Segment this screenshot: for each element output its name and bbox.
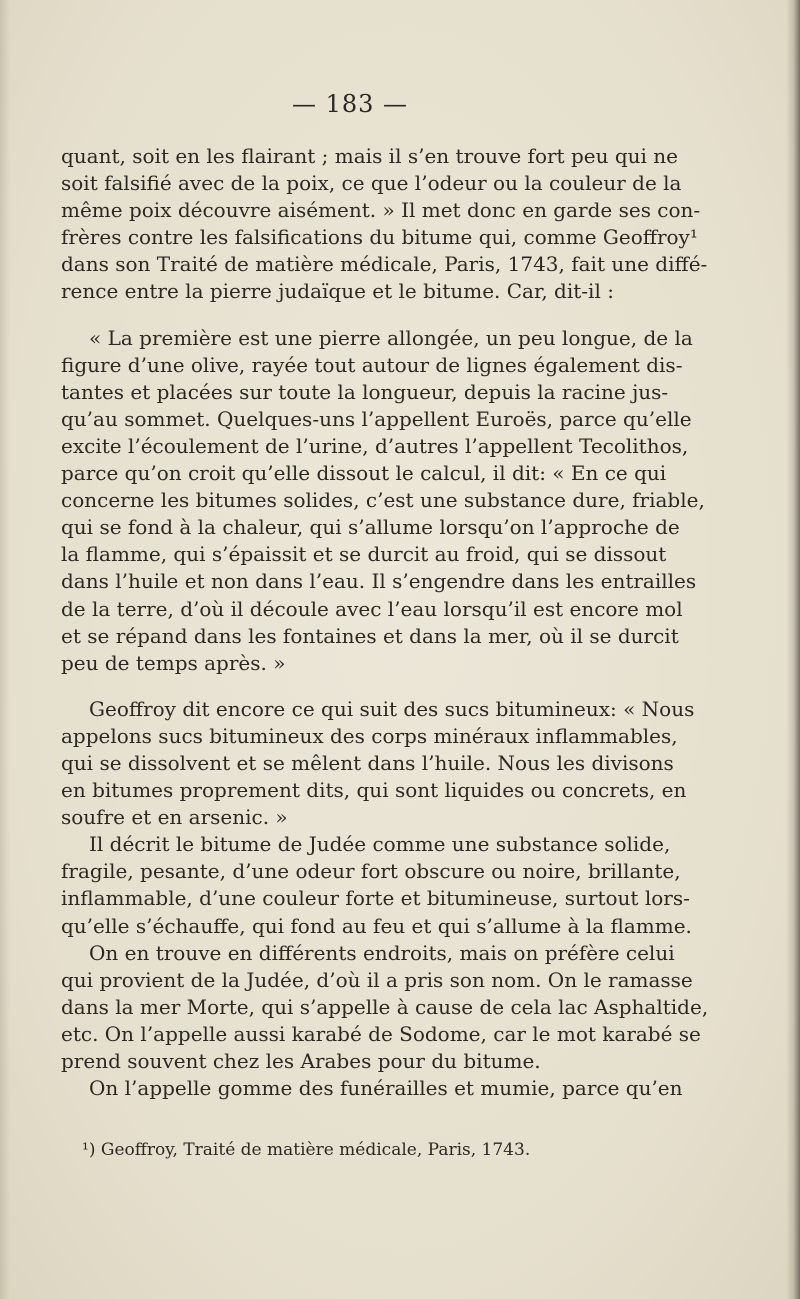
page-number: — 183 — — [291, 90, 409, 118]
text-line: figure d’une olive, rayée tout autour de lignes également dis- — [61, 352, 683, 377]
text-line: soufre et en arsenic. » — [61, 805, 288, 830]
text-line: etc. On l’appelle aussi karabé de Sodome, car le mot karabé se — [61, 1021, 701, 1046]
text-line: On en trouve en différents endroits, mais on préfère celui — [89, 940, 675, 965]
text-line: qu’elle s’échauffe, qui fond au feu et qui s’allume à la flamme. — [61, 913, 692, 938]
text-line: la flamme, qui s’épaissit et se durcit au froid, qui se dissout — [61, 542, 667, 567]
text-line: même poix découvre aisément. » Il met donc en garde ses con- — [61, 198, 701, 223]
paragraph-gap — [61, 306, 641, 325]
footnote-text: Geoffroy, Traité de matière médicale, Paris, 1743. — [100, 1140, 531, 1160]
text-line: Geoffroy dit encore ce qui suit des sucs bitumineux: « Nous — [89, 696, 695, 721]
paragraph-gap — [61, 677, 641, 696]
text-line: qu’au sommet. Quelques-uns l’appellent Euroës, parce qu’elle — [61, 406, 692, 431]
text-line: dans la mer Morte, qui s’appelle à cause de cela lac Asphaltide, — [61, 994, 709, 1019]
text-line: et se répand dans les fontaines et dans la mer, où il se durcit — [61, 623, 679, 648]
footnote — [82, 1140, 642, 1160]
text-line: en bitumes proprement dits, qui sont liquides ou concrets, en — [61, 778, 687, 803]
text-line: excite l’écoulement de l’urine, d’autres l’appellent Tecolithos, — [61, 433, 689, 458]
text-line: qui se fond à la chaleur, qui s’allume lorsqu’on l’approche de — [61, 515, 680, 540]
text-line: appelons sucs bitumineux des corps minéraux inflammables, — [61, 723, 678, 748]
text-line: fragile, pesante, d’une odeur fort obscure ou noire, brillante, — [61, 859, 681, 884]
text-line: qui se dissolvent et se mêlent dans l’huile. Nous les divisons — [61, 750, 674, 775]
text-line: de la terre, d’où il découle avec l’eau lorsqu’il est encore mol — [61, 596, 683, 621]
text-line: frères contre les falsifications du bitume qui, comme Geoffroy¹ — [61, 225, 698, 250]
text-line: peu de temps après. » — [61, 650, 286, 675]
text-line: prend souvent chez les Arabes pour du bitume. — [61, 1049, 541, 1073]
text-line: quant, soit en les flairant ; mais il s’en trouve fort peu qui ne — [61, 144, 678, 168]
text-line: rence entre la pierre judaïque et le bitume. Car, dit-il : — [61, 279, 614, 304]
page-left-edge — [0, 0, 10, 1299]
page-right-edge — [786, 0, 800, 1299]
text-line: On l’appelle gomme des funérailles et mumie, parce qu’en — [89, 1076, 683, 1101]
text-line: dans l’huile et non dans l’eau. Il s’engendre dans les entrailles — [61, 569, 697, 594]
text-line: concerne les bitumes solides, c’est une substance dure, friable, — [61, 488, 705, 513]
text-line: tantes et placées sur toute la longueur, depuis la racine jus- — [61, 379, 669, 404]
text-line: dans son Traité de matière médicale, Paris, 1743, fait une diffé- — [61, 252, 708, 277]
text-line: Il décrit le bitume de Judée comme une substance solide, — [89, 832, 671, 857]
text-line: soit falsifié avec de la poix, ce que l’odeur ou la couleur de la — [61, 171, 682, 196]
footnote-marker: ¹) — [82, 1140, 96, 1160]
body-text — [61, 143, 709, 1102]
text-line: parce qu’on croit qu’elle dissout le calcul, il dit: « En ce qui — [61, 461, 667, 486]
text-line: qui provient de la Judée, d’où il a pris son nom. On le ramasse — [61, 967, 693, 992]
text-line: « La première est une pierre allongée, un peu longue, de la — [89, 325, 693, 350]
text-line: inflammable, d’une couleur forte et bitumineuse, surtout lors- — [61, 886, 690, 911]
